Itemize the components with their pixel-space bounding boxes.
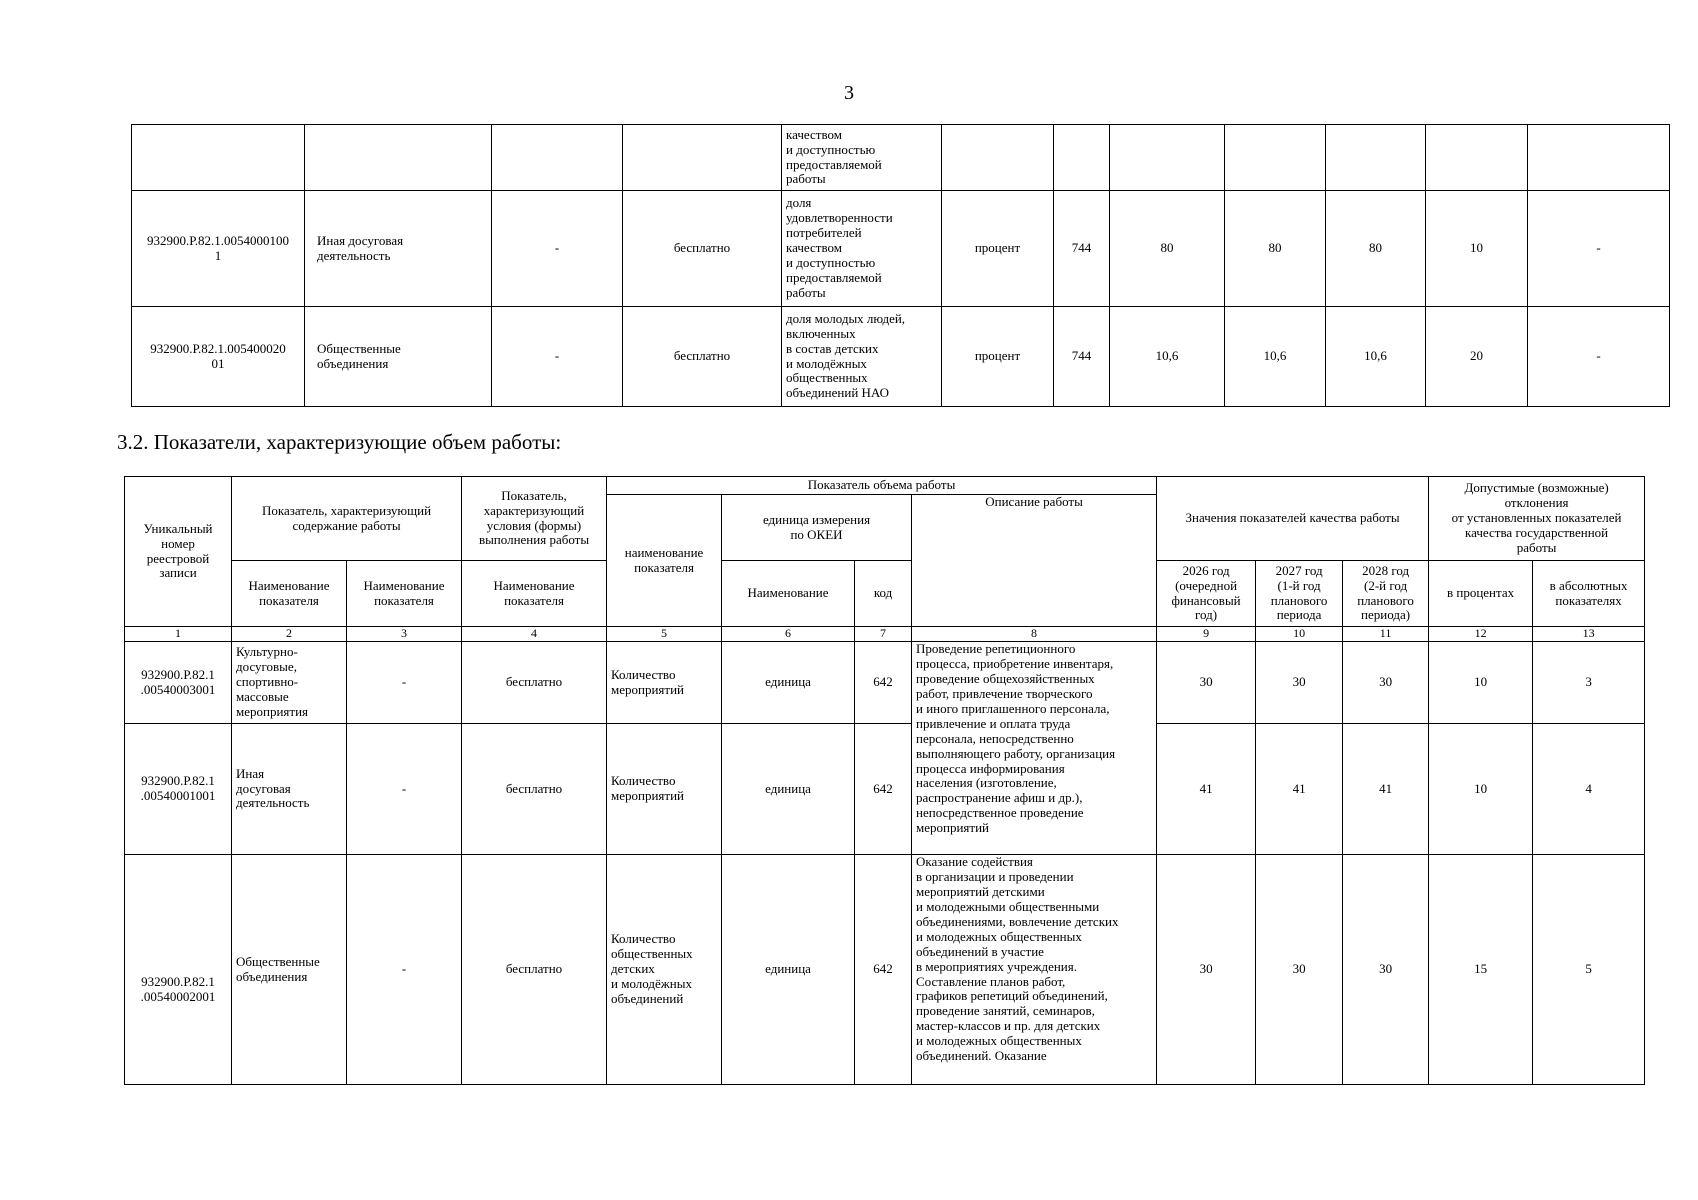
registry-number: 932900.Р.82.1.0054000100 1 [132, 191, 305, 307]
column-number: 8 [912, 627, 1157, 642]
table-row [125, 724, 1645, 855]
table-row [125, 855, 1645, 1085]
content-indicator: Общественные объединения [305, 307, 492, 407]
header-name-ind-1: Наименование показателя [232, 561, 347, 627]
indicator-name: Количество мероприятий [607, 642, 722, 724]
indicator-name: доля удовлетворенности потребителей качеством и доступностью предоставляемой работы [782, 191, 942, 307]
unit-code: 642 [855, 642, 912, 724]
column-number-row [125, 627, 1645, 642]
deviation-absolute: 4 [1533, 724, 1645, 855]
column-number: 1 [125, 627, 232, 642]
column-number: 6 [722, 627, 855, 642]
value-2028: 80 [1326, 191, 1426, 307]
content-indicator-2: - [347, 724, 462, 855]
column-number: 3 [347, 627, 462, 642]
condition: бесплатно [462, 724, 607, 855]
unit-code: 744 [1054, 191, 1110, 307]
header-deviations: Допустимые (возможные) отклонения от установленных показателей качества государственной работы [1429, 477, 1645, 561]
page-number: 3 [844, 82, 854, 104]
content-indicator-2: - [492, 191, 623, 307]
header-row [125, 561, 1645, 627]
value-2027: 80 [1225, 191, 1326, 307]
column-number: 10 [1256, 627, 1343, 642]
value-2026: 10,6 [1110, 307, 1225, 407]
condition: бесплатно [623, 191, 782, 307]
unit-name: единица [722, 642, 855, 724]
header-unit-okei: единица измерения по ОКЕИ [722, 495, 912, 561]
unit-name: процент [942, 191, 1054, 307]
value-2028: 30 [1343, 855, 1429, 1085]
column-number: 2 [232, 627, 347, 642]
deviation-absolute: 5 [1533, 855, 1645, 1085]
condition: бесплатно [462, 855, 607, 1085]
indicator-name: Количество общественных детских и молодёжных объединений [607, 855, 722, 1085]
table-row [132, 125, 1670, 191]
table-row [132, 307, 1670, 407]
header-description: Описание работы [912, 495, 1157, 627]
column-number: 4 [462, 627, 607, 642]
value-2026: 30 [1157, 855, 1256, 1085]
table-row [132, 191, 1670, 307]
work-description: Оказание содействия в организации и проведении мероприятий детскими и молодежными общественными объединениями, вовлечение детских и молодежных общественных объединений в участие в мероприятиях учреждения. Составление планов работ, графиков репетиций объединений, проведение занятий, семинаров, мастер-классов и пр. для детских и молодежных общественных объединений. Оказание [912, 855, 1157, 1085]
column-number: 5 [607, 627, 722, 642]
header-content: Показатель, характеризующий содержание работы [232, 477, 462, 561]
indicator-name: Количество мероприятий [607, 724, 722, 855]
deviation-percent: 15 [1429, 855, 1533, 1085]
table-row [125, 642, 1645, 724]
header-indicator-name: наименование показателя [607, 495, 722, 627]
header-registry: Уникальный номер реестровой записи [125, 477, 232, 627]
value-2028: 30 [1343, 642, 1429, 724]
content-indicator: Общественные объединения [232, 855, 347, 1085]
deviation-percent: 10 [1429, 642, 1533, 724]
header-2027: 2027 год (1-й год планового периода [1256, 561, 1343, 627]
unit-code: 642 [855, 724, 912, 855]
value-2026: 30 [1157, 642, 1256, 724]
unit-code: 642 [855, 855, 912, 1085]
deviation-percent: 20 [1426, 307, 1528, 407]
value-2028: 10,6 [1326, 307, 1426, 407]
deviation-absolute: - [1528, 307, 1670, 407]
header-name-ind-3: Наименование показателя [462, 561, 607, 627]
registry-number: 932900.Р.82.1 .00540003001 [125, 642, 232, 724]
header-condition: Показатель, характеризующий условия (формы) выполнения работы [462, 477, 607, 561]
value-2026: 80 [1110, 191, 1225, 307]
volume-indicators-table [124, 476, 1645, 1085]
header-2028: 2028 год (2-й год планового периода) [1343, 561, 1429, 627]
column-number: 13 [1533, 627, 1645, 642]
content-indicator: Иная досуговая деятельность [305, 191, 492, 307]
section-title: 3.2. Показатели, характеризующие объем работы: [117, 430, 562, 454]
work-description: Проведение репетиционного процесса, приобретение инвентаря, проведение общехозяйственных работ, привлечение творческого и иного приглашенного персонала, привлечение и оплата труда персонала, непосредственно выполняющего работу, организация процесса информирования населения (изготовление, распространение афиш и др.), непосредственное проведение мероприятий [912, 642, 1157, 855]
content-indicator: Культурно- досуговые, спортивно- массовые мероприятия [232, 642, 347, 724]
value-2027: 30 [1256, 855, 1343, 1085]
column-number: 7 [855, 627, 912, 642]
header-unit-code: код [855, 561, 912, 627]
header-dev-abs: в абсолютных показателях [1533, 561, 1645, 627]
content-indicator-2: - [492, 307, 623, 407]
unit-name: единица [722, 855, 855, 1085]
condition: бесплатно [623, 307, 782, 407]
value-2028: 41 [1343, 724, 1429, 855]
value-2026: 41 [1157, 724, 1256, 855]
quality-indicators-table [131, 124, 1670, 407]
header-2026: 2026 год (очередной финансовый год) [1157, 561, 1256, 627]
column-number: 9 [1157, 627, 1256, 642]
header-dev-pct: в процентах [1429, 561, 1533, 627]
deviation-percent: 10 [1429, 724, 1533, 855]
registry-number: 932900.Р.82.1.005400020 01 [132, 307, 305, 407]
unit-name: единица [722, 724, 855, 855]
deviation-percent: 10 [1426, 191, 1528, 307]
value-2027: 30 [1256, 642, 1343, 724]
indicator-continuation: качеством и доступностью предоставляемой работы [782, 125, 942, 191]
content-indicator-2: - [347, 855, 462, 1085]
column-number: 11 [1343, 627, 1429, 642]
registry-number: 932900.Р.82.1 .00540002001 [125, 855, 232, 1085]
header-name-ind-2: Наименование показателя [347, 561, 462, 627]
value-2027: 10,6 [1225, 307, 1326, 407]
header-values: Значения показателей качества работы [1157, 477, 1429, 561]
content-indicator: Иная досуговая деятельность [232, 724, 347, 855]
indicator-name: доля молодых людей, включенных в состав детских и молодёжных общественных объединений НАО [782, 307, 942, 407]
value-2027: 41 [1256, 724, 1343, 855]
unit-code: 744 [1054, 307, 1110, 407]
header-unit-name: Наименование [722, 561, 855, 627]
content-indicator-2: - [347, 642, 462, 724]
header-volume: Показатель объема работы [607, 477, 1157, 495]
unit-name: процент [942, 307, 1054, 407]
header-row [125, 477, 1645, 495]
registry-number: 932900.Р.82.1 .00540001001 [125, 724, 232, 855]
condition: бесплатно [462, 642, 607, 724]
deviation-absolute: 3 [1533, 642, 1645, 724]
deviation-absolute: - [1528, 191, 1670, 307]
column-number: 12 [1429, 627, 1533, 642]
